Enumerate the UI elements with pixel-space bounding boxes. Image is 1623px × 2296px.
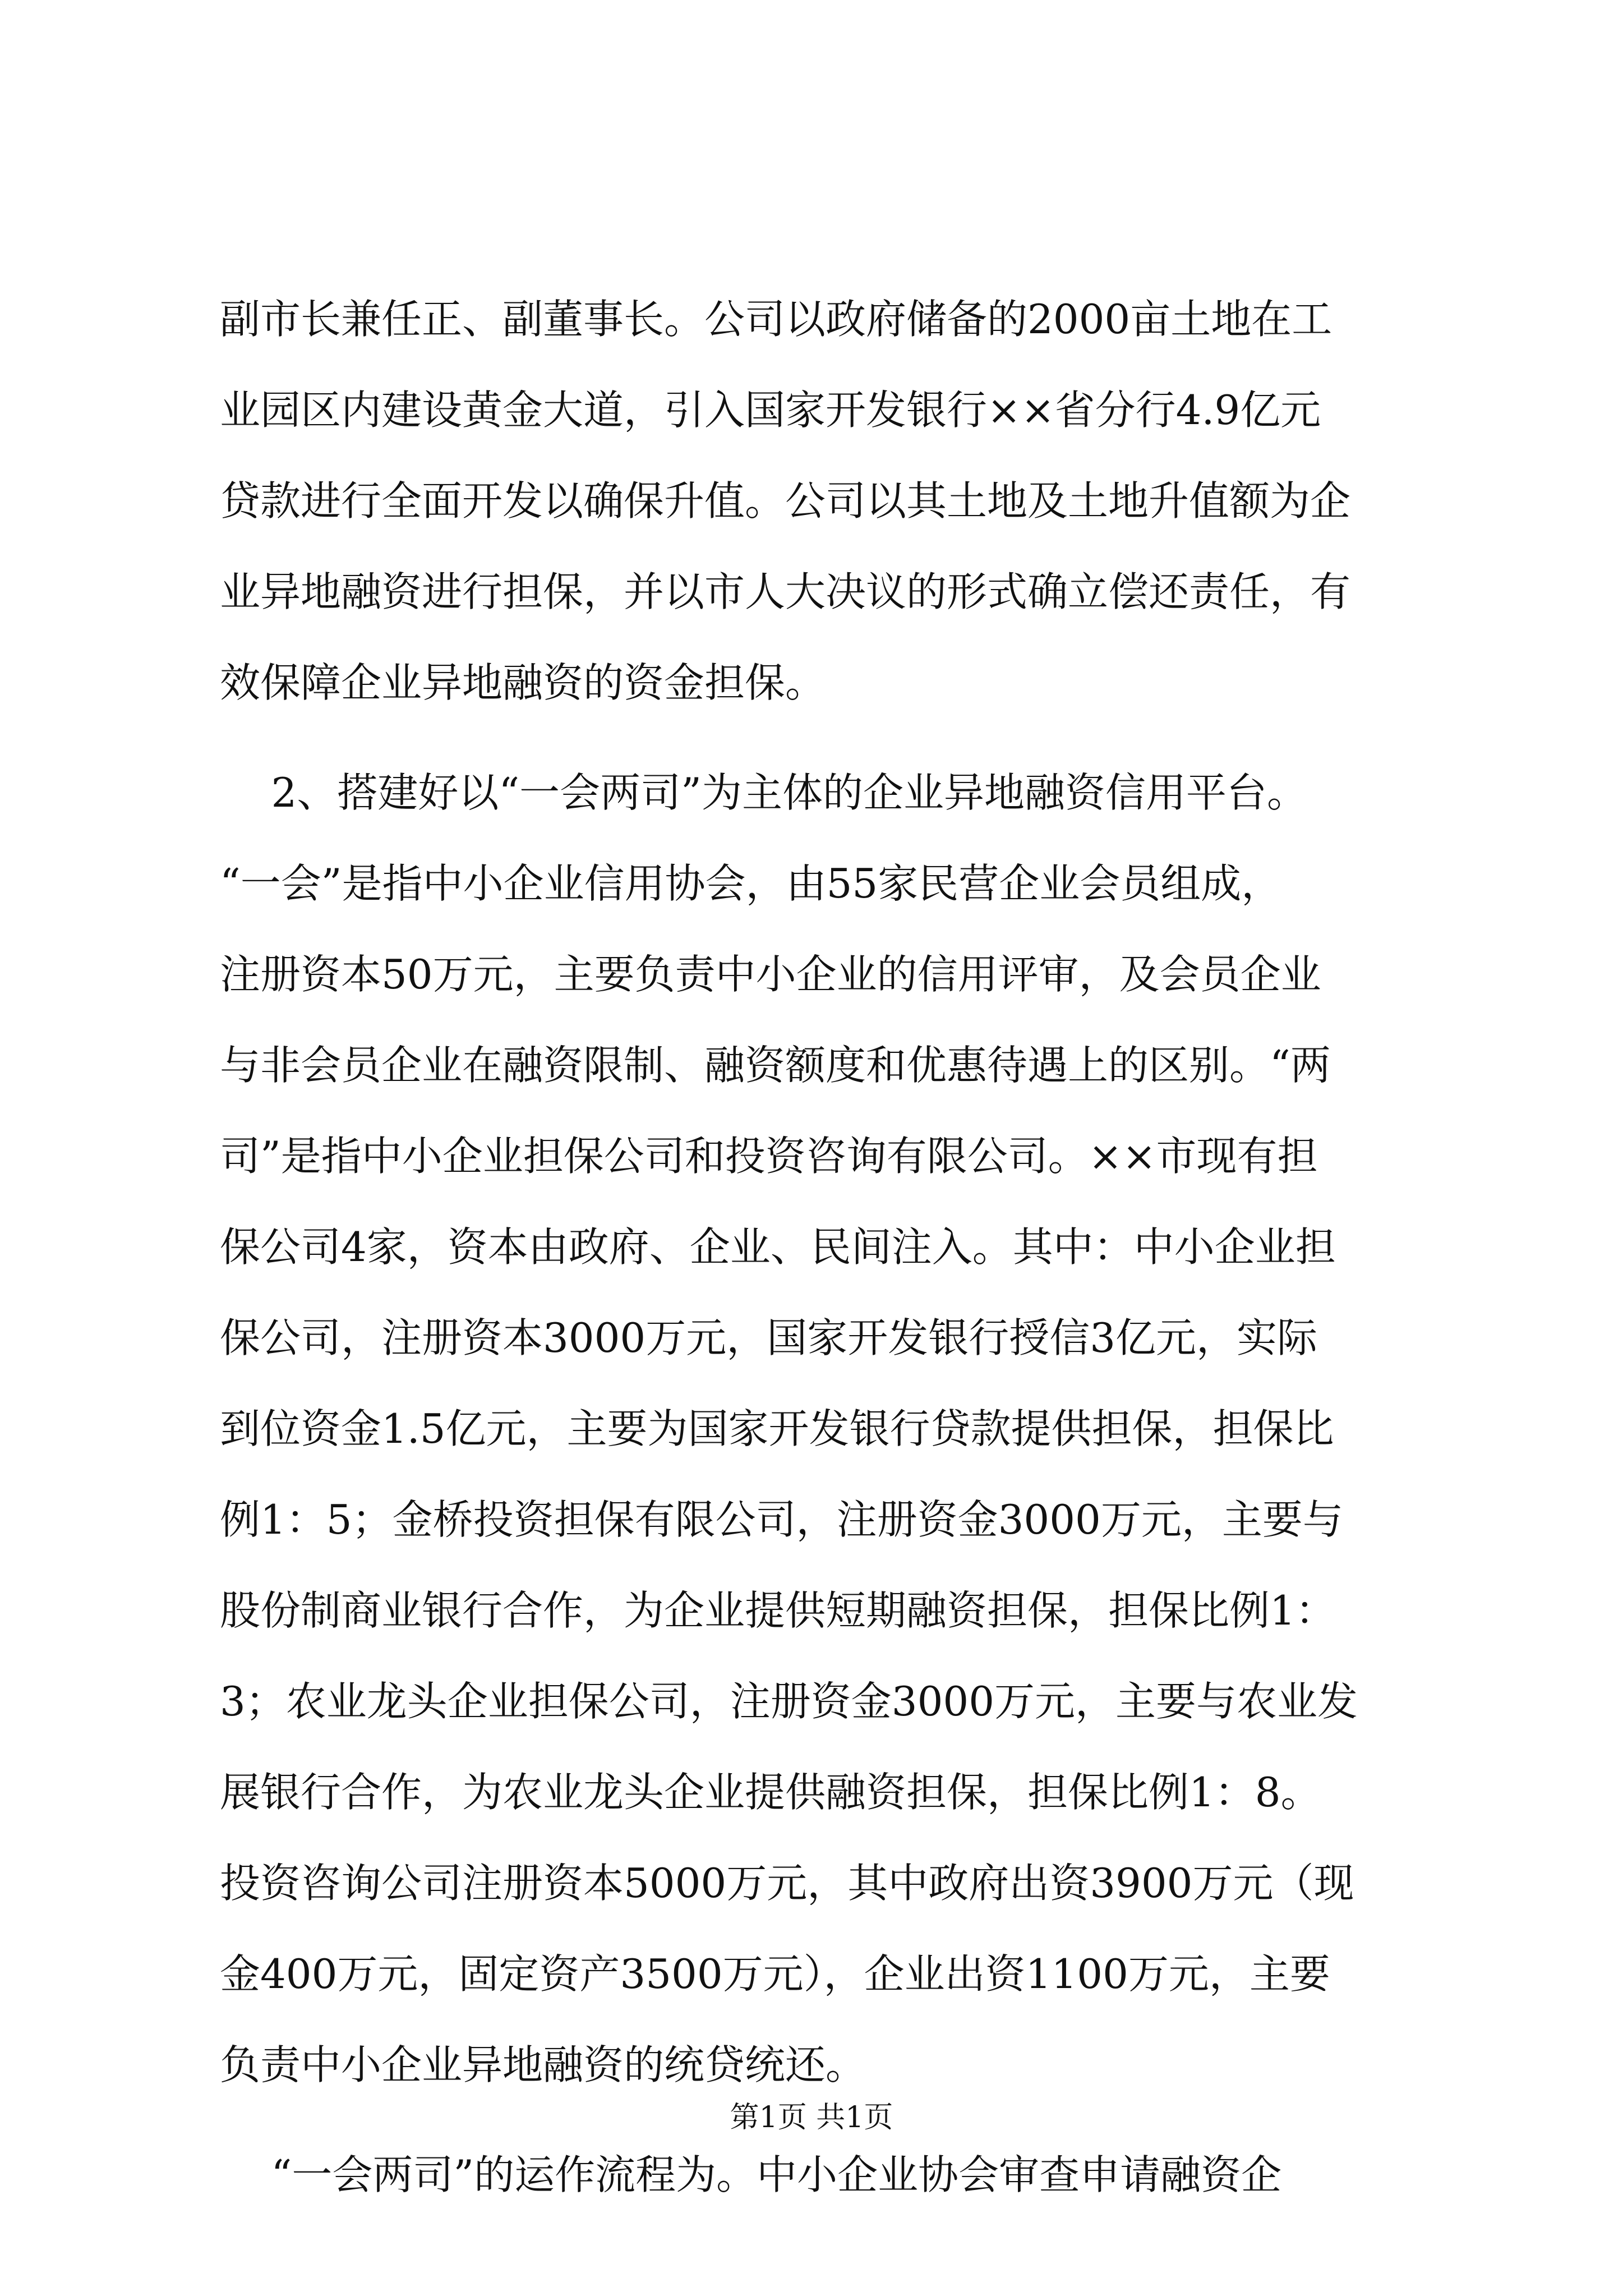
paragraph-gap (220, 728, 1409, 747)
paragraph-guarantee-land (220, 274, 1409, 728)
text-line: 股份制商业银行合作，为企业提供短期融资担保，担保比例1： (220, 1587, 1336, 1634)
text-line: 2、搭建好以“一会两司”为主体的企业异地融资信用平台。 (220, 769, 1307, 816)
text-line: 司”是指中小企业担保公司和投资咨询有限公司。××市现有担 (220, 1133, 1318, 1180)
text-line: 3；农业龙头企业担保公司，注册资金3000万元，主要与农业发 (220, 1678, 1358, 1725)
text-line: 业异地融资进行担保，并以市人大决议的形式确立偿还责任，有 (220, 568, 1351, 615)
text-line: 注册资本50万元，主要负责中小企业的信用评审，及会员企业 (220, 951, 1321, 998)
text-line: 负责中小企业异地融资的统贷统还。 (220, 2041, 866, 2088)
text-line: 业园区内建设黄金大道，引入国家开发银行××省分行4.9亿元 (220, 386, 1321, 434)
page-number-footer: 第1页 共1页 (730, 2101, 893, 2134)
text-line: “一会两司”的运作流程为。中小企业协会审查申请融资企 (220, 2151, 1282, 2198)
text-line: 例1：5；金桥投资担保有限公司，注册资金3000万元，主要与 (220, 1496, 1343, 1543)
document-body (220, 274, 1409, 2220)
paragraph-credit-platform (220, 747, 1409, 2110)
text-line: 贷款进行全面开发以确保升值。公司以其土地及土地升值额为企 (220, 477, 1351, 524)
text-line: 展银行合作，为农业龙头企业提供融资担保，担保比例1：8。 (220, 1769, 1321, 1816)
text-line: 到位资金1.5亿元，主要为国家开发银行贷款提供担保，担保比 (220, 1405, 1334, 1452)
text-line: 效保障企业异地融资的资金担保。 (220, 659, 826, 706)
text-line: 保公司4家，资本由政府、企业、民间注入。其中：中小企业担 (220, 1223, 1336, 1271)
text-line: 投资咨询公司注册资本5000万元，其中政府出资3900万元（现 (220, 1860, 1354, 1907)
text-line: “一会”是指中小企业信用协会，由55家民营企业会员组成， (220, 860, 1282, 907)
text-line: 副市长兼任正、副董事长。公司以政府储备的2000亩土地在工 (220, 296, 1332, 343)
text-line: 与非会员企业在融资限制、融资额度和优惠待遇上的区别。“两 (220, 1042, 1331, 1089)
paragraph-operation-flow (220, 2129, 1409, 2220)
text-line: 保公司，注册资本3000万元，国家开发银行授信3亿元，实际 (220, 1314, 1318, 1361)
text-line: 金400万元，固定资产3500万元），企业出资1100万元，主要 (220, 1950, 1330, 1998)
